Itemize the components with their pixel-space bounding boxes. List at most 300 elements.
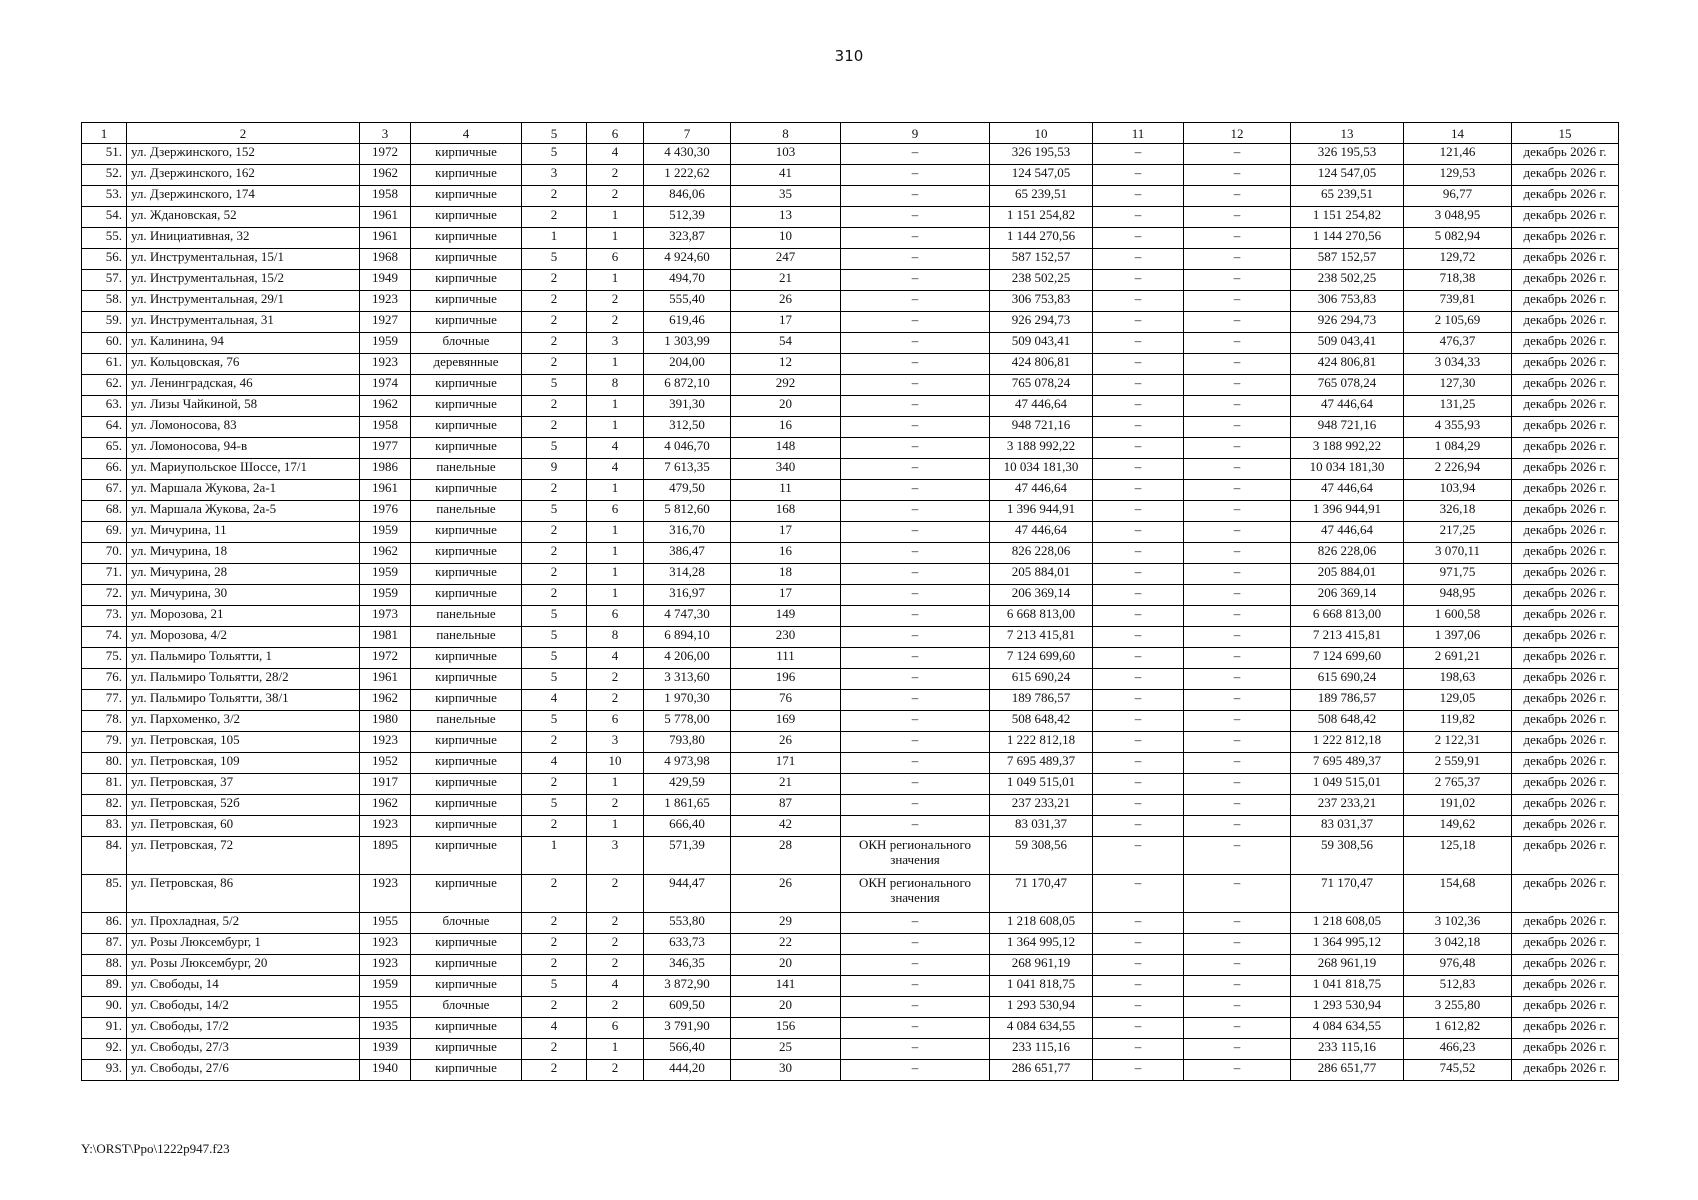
table-cell-col-10: 238 502,25: [990, 270, 1093, 291]
table-cell-col-10: 3 188 992,22: [990, 438, 1093, 459]
table-cell-col-4: кирпичные: [411, 543, 522, 564]
table-cell-col-3: 1973: [360, 606, 411, 627]
table-row: [82, 228, 1619, 249]
table-cell-col-12: –: [1184, 501, 1291, 522]
table-cell-col-5: 1: [522, 837, 587, 875]
table-cell-col-12: –: [1184, 207, 1291, 228]
table-cell-col-11: –: [1093, 711, 1184, 732]
table-cell-col-14: 1 612,82: [1404, 1018, 1512, 1039]
table-cell-col-14: 2 691,21: [1404, 648, 1512, 669]
table-cell-col-6: 2: [587, 186, 644, 207]
table-cell-col-10: 1 144 270,56: [990, 228, 1093, 249]
table-cell-col-13: 1 151 254,82: [1291, 207, 1404, 228]
table-cell-col-15: декабрь 2026 г.: [1512, 207, 1619, 228]
table-cell-col-14: 125,18: [1404, 837, 1512, 875]
table-cell-col-15: декабрь 2026 г.: [1512, 1018, 1619, 1039]
table-cell-col-5: 5: [522, 438, 587, 459]
table-cell-col-4: кирпичные: [411, 1018, 522, 1039]
table-cell-col-3: 1962: [360, 795, 411, 816]
table-body: [82, 123, 1619, 1081]
table-cell-col-7: 4 206,00: [644, 648, 731, 669]
table-row: [82, 312, 1619, 333]
table-cell-col-3: 1972: [360, 144, 411, 165]
table-cell-col-13: 306 753,83: [1291, 291, 1404, 312]
table-cell-col-13: 238 502,25: [1291, 270, 1404, 291]
table-cell-col-6: 1: [587, 1039, 644, 1060]
table-cell-col-11: –: [1093, 774, 1184, 795]
table-cell-col-15: декабрь 2026 г.: [1512, 934, 1619, 955]
table-cell-col-1: 86.: [82, 913, 127, 934]
table-cell-col-13: 65 239,51: [1291, 186, 1404, 207]
table-cell-col-13: 47 446,64: [1291, 396, 1404, 417]
table-cell-col-11: –: [1093, 480, 1184, 501]
table-cell-col-1: 68.: [82, 501, 127, 522]
table-cell-col-4: кирпичные: [411, 291, 522, 312]
table-cell-col-1: 64.: [82, 417, 127, 438]
table-cell-col-10: 59 308,56: [990, 837, 1093, 875]
table-cell-col-7: 479,50: [644, 480, 731, 501]
table-cell-col-4: кирпичные: [411, 186, 522, 207]
table-cell-col-2: ул. Мичурина, 28: [127, 564, 360, 585]
table-cell-col-4: кирпичные: [411, 1039, 522, 1060]
table-cell-col-1: 58.: [82, 291, 127, 312]
table-cell-col-15: декабрь 2026 г.: [1512, 711, 1619, 732]
table-cell-col-3: 1923: [360, 875, 411, 913]
table-cell-col-11: –: [1093, 606, 1184, 627]
table-cell-col-10: 326 195,53: [990, 144, 1093, 165]
table-cell-col-8: 20: [731, 997, 841, 1018]
table-cell-col-5: 2: [522, 207, 587, 228]
table-cell-col-8: 196: [731, 669, 841, 690]
table-cell-col-6: 2: [587, 913, 644, 934]
table-cell-col-5: 2: [522, 1060, 587, 1081]
table-row: [82, 837, 1619, 875]
table-cell-col-7: 346,35: [644, 955, 731, 976]
table-cell-col-2: ул. Ломоносова, 83: [127, 417, 360, 438]
table-cell-col-9: –: [841, 690, 990, 711]
table-cell-col-11: –: [1093, 1018, 1184, 1039]
table-cell-col-3: 1955: [360, 997, 411, 1018]
table-cell-col-2: ул. Петровская, 109: [127, 753, 360, 774]
table-cell-col-7: 5 778,00: [644, 711, 731, 732]
table-cell-col-7: 5 812,60: [644, 501, 731, 522]
table-cell-col-14: 1 600,58: [1404, 606, 1512, 627]
table-cell-col-4: кирпичные: [411, 438, 522, 459]
table-cell-col-4: кирпичные: [411, 774, 522, 795]
table-cell-col-8: 156: [731, 1018, 841, 1039]
table-cell-col-2: ул. Пальмиро Тольятти, 28/2: [127, 669, 360, 690]
table-cell-col-4: кирпичные: [411, 732, 522, 753]
table-cell-col-1: 73.: [82, 606, 127, 627]
table-cell-col-2: ул. Розы Люксембург, 20: [127, 955, 360, 976]
table-cell-col-7: 4 430,30: [644, 144, 731, 165]
table-cell-col-6: 4: [587, 438, 644, 459]
table-cell-col-14: 129,53: [1404, 165, 1512, 186]
table-cell-col-8: 18: [731, 564, 841, 585]
table-cell-col-15: декабрь 2026 г.: [1512, 585, 1619, 606]
table-cell-col-11: –: [1093, 228, 1184, 249]
table-cell-col-15: декабрь 2026 г.: [1512, 186, 1619, 207]
table-cell-col-13: 4 084 634,55: [1291, 1018, 1404, 1039]
table-cell-col-2: ул. Петровская, 105: [127, 732, 360, 753]
table-row: [82, 955, 1619, 976]
table-cell-col-14: 466,23: [1404, 1039, 1512, 1060]
table-cell-col-13: 948 721,16: [1291, 417, 1404, 438]
table-cell-col-14: 971,75: [1404, 564, 1512, 585]
table-cell-col-3: 1923: [360, 732, 411, 753]
table-cell-col-15: декабрь 2026 г.: [1512, 669, 1619, 690]
table-cell-col-2: ул. Ленинградская, 46: [127, 375, 360, 396]
table-cell-col-5: 5: [522, 501, 587, 522]
table-cell-col-13: 509 043,41: [1291, 333, 1404, 354]
table-cell-col-7: 429,59: [644, 774, 731, 795]
table-cell-col-12: –: [1184, 459, 1291, 480]
table-cell-col-10: 268 961,19: [990, 955, 1093, 976]
table-cell-col-1: 75.: [82, 648, 127, 669]
table-cell-col-9: –: [841, 913, 990, 934]
table-cell-col-5: 4: [522, 1018, 587, 1039]
table-cell-col-4: панельные: [411, 606, 522, 627]
table-cell-col-9: –: [841, 249, 990, 270]
table-cell-col-15: декабрь 2026 г.: [1512, 354, 1619, 375]
table-cell-col-2: ул. Петровская, 72: [127, 837, 360, 875]
table-cell-col-2: ул. Инструментальная, 15/2: [127, 270, 360, 291]
table-cell-col-9: –: [841, 997, 990, 1018]
table-cell-col-11: –: [1093, 186, 1184, 207]
table-cell-col-1: 70.: [82, 543, 127, 564]
table-cell-col-8: 17: [731, 312, 841, 333]
table-cell-col-11: –: [1093, 543, 1184, 564]
table-cell-col-12: –: [1184, 976, 1291, 997]
table-cell-col-9: –: [841, 522, 990, 543]
column-number-row: [82, 123, 1619, 144]
table-cell-col-8: 17: [731, 585, 841, 606]
table-cell-col-6: 6: [587, 249, 644, 270]
table-row: [82, 669, 1619, 690]
column-number-cell: 3: [360, 123, 411, 144]
table-cell-col-8: 26: [731, 732, 841, 753]
housing-register-table: [81, 122, 1619, 1081]
table-cell-col-9: –: [841, 1018, 990, 1039]
table-cell-col-13: 237 233,21: [1291, 795, 1404, 816]
table-cell-col-11: –: [1093, 732, 1184, 753]
table-cell-col-6: 2: [587, 875, 644, 913]
table-cell-col-3: 1935: [360, 1018, 411, 1039]
table-cell-col-13: 765 078,24: [1291, 375, 1404, 396]
table-cell-col-11: –: [1093, 417, 1184, 438]
table-cell-col-2: ул. Петровская, 52б: [127, 795, 360, 816]
table-cell-col-13: 1 364 995,12: [1291, 934, 1404, 955]
table-cell-col-7: 512,39: [644, 207, 731, 228]
table-cell-col-4: кирпичные: [411, 249, 522, 270]
table-cell-col-2: ул. Свободы, 17/2: [127, 1018, 360, 1039]
table-cell-col-9: –: [841, 774, 990, 795]
table-cell-col-6: 1: [587, 417, 644, 438]
table-cell-col-1: 79.: [82, 732, 127, 753]
table-cell-col-14: 103,94: [1404, 480, 1512, 501]
table-cell-col-12: –: [1184, 669, 1291, 690]
table-cell-col-11: –: [1093, 816, 1184, 837]
table-cell-col-8: 148: [731, 438, 841, 459]
column-number-cell: 14: [1404, 123, 1512, 144]
table-cell-col-3: 1959: [360, 585, 411, 606]
table-row: [82, 249, 1619, 270]
table-cell-col-14: 3 102,36: [1404, 913, 1512, 934]
table-cell-col-6: 2: [587, 1060, 644, 1081]
table-cell-col-10: 508 648,42: [990, 711, 1093, 732]
table-cell-col-15: декабрь 2026 г.: [1512, 955, 1619, 976]
table-cell-col-13: 205 884,01: [1291, 564, 1404, 585]
table-cell-col-7: 314,28: [644, 564, 731, 585]
table-cell-col-3: 1974: [360, 375, 411, 396]
table-cell-col-8: 17: [731, 522, 841, 543]
table-cell-col-8: 169: [731, 711, 841, 732]
table-cell-col-1: 66.: [82, 459, 127, 480]
table-cell-col-1: 82.: [82, 795, 127, 816]
table-cell-col-15: декабрь 2026 г.: [1512, 144, 1619, 165]
table-cell-col-2: ул. Розы Люксембург, 1: [127, 934, 360, 955]
column-number-cell: 2: [127, 123, 360, 144]
table-cell-col-7: 4 046,70: [644, 438, 731, 459]
table-cell-col-9: –: [841, 375, 990, 396]
table-cell-col-12: –: [1184, 1060, 1291, 1081]
table-cell-col-15: декабрь 2026 г.: [1512, 228, 1619, 249]
table-cell-col-13: 424 806,81: [1291, 354, 1404, 375]
table-cell-col-3: 1981: [360, 627, 411, 648]
table-cell-col-15: декабрь 2026 г.: [1512, 375, 1619, 396]
table-cell-col-3: 1972: [360, 648, 411, 669]
column-number-cell: 9: [841, 123, 990, 144]
table-row: [82, 522, 1619, 543]
table-cell-col-10: 1 218 608,05: [990, 913, 1093, 934]
table-cell-col-11: –: [1093, 913, 1184, 934]
table-cell-col-10: 237 233,21: [990, 795, 1093, 816]
table-cell-col-10: 615 690,24: [990, 669, 1093, 690]
column-number-cell: 8: [731, 123, 841, 144]
table-cell-col-8: 20: [731, 396, 841, 417]
table-cell-col-12: –: [1184, 396, 1291, 417]
table-cell-col-10: 424 806,81: [990, 354, 1093, 375]
table-cell-col-12: –: [1184, 913, 1291, 934]
table-cell-col-11: –: [1093, 144, 1184, 165]
table-cell-col-4: деревянные: [411, 354, 522, 375]
table-cell-col-6: 1: [587, 522, 644, 543]
table-cell-col-4: кирпичные: [411, 955, 522, 976]
table-cell-col-9: –: [841, 934, 990, 955]
table-cell-col-7: 4 747,30: [644, 606, 731, 627]
table-cell-col-9: –: [841, 606, 990, 627]
table-cell-col-14: 131,25: [1404, 396, 1512, 417]
table-cell-col-12: –: [1184, 438, 1291, 459]
table-cell-col-3: 1962: [360, 165, 411, 186]
table-cell-col-4: блочные: [411, 913, 522, 934]
table-cell-col-2: ул. Мичурина, 18: [127, 543, 360, 564]
table-cell-col-12: –: [1184, 291, 1291, 312]
table-cell-col-4: кирпичные: [411, 228, 522, 249]
table-cell-col-13: 1 144 270,56: [1291, 228, 1404, 249]
table-cell-col-14: 149,62: [1404, 816, 1512, 837]
table-cell-col-14: 2 559,91: [1404, 753, 1512, 774]
table-cell-col-15: декабрь 2026 г.: [1512, 522, 1619, 543]
table-cell-col-1: 56.: [82, 249, 127, 270]
table-cell-col-8: 25: [731, 1039, 841, 1060]
table-cell-col-11: –: [1093, 1060, 1184, 1081]
table-cell-col-6: 2: [587, 312, 644, 333]
table-cell-col-8: 16: [731, 543, 841, 564]
table-row: [82, 396, 1619, 417]
table-cell-col-12: –: [1184, 312, 1291, 333]
table-cell-col-14: 3 255,80: [1404, 997, 1512, 1018]
table-cell-col-5: 2: [522, 955, 587, 976]
table-cell-col-11: –: [1093, 955, 1184, 976]
table-cell-col-13: 83 031,37: [1291, 816, 1404, 837]
table-cell-col-12: –: [1184, 753, 1291, 774]
table-cell-col-5: 2: [522, 522, 587, 543]
table-row: [82, 816, 1619, 837]
table-cell-col-15: декабрь 2026 г.: [1512, 648, 1619, 669]
table-cell-col-12: –: [1184, 934, 1291, 955]
table-cell-col-3: 1962: [360, 543, 411, 564]
table-cell-col-3: 1977: [360, 438, 411, 459]
table-cell-col-3: 1959: [360, 976, 411, 997]
table-cell-col-9: –: [841, 291, 990, 312]
table-cell-col-15: декабрь 2026 г.: [1512, 165, 1619, 186]
table-cell-col-8: 171: [731, 753, 841, 774]
table-cell-col-4: панельные: [411, 711, 522, 732]
table-cell-col-10: 83 031,37: [990, 816, 1093, 837]
table-cell-col-7: 944,47: [644, 875, 731, 913]
table-cell-col-5: 2: [522, 291, 587, 312]
table-cell-col-2: ул. Петровская, 60: [127, 816, 360, 837]
table-cell-col-14: 476,37: [1404, 333, 1512, 354]
table-cell-col-1: 54.: [82, 207, 127, 228]
table-row: [82, 648, 1619, 669]
table-cell-col-4: кирпичные: [411, 312, 522, 333]
table-cell-col-7: 386,47: [644, 543, 731, 564]
table-cell-col-1: 81.: [82, 774, 127, 795]
table-cell-col-5: 2: [522, 564, 587, 585]
table-cell-col-3: 1958: [360, 186, 411, 207]
table-cell-col-9: –: [841, 795, 990, 816]
table-cell-col-9: –: [841, 564, 990, 585]
column-number-cell: 15: [1512, 123, 1619, 144]
table-cell-col-5: 5: [522, 648, 587, 669]
table-cell-col-2: ул. Маршала Жукова, 2а-5: [127, 501, 360, 522]
table-row: [82, 585, 1619, 606]
table-cell-col-9: –: [841, 354, 990, 375]
table-cell-col-14: 3 070,11: [1404, 543, 1512, 564]
table-cell-col-3: 1923: [360, 291, 411, 312]
table-cell-col-12: –: [1184, 480, 1291, 501]
table-cell-col-3: 1958: [360, 417, 411, 438]
table-cell-col-11: –: [1093, 627, 1184, 648]
table-cell-col-12: –: [1184, 333, 1291, 354]
file-path-footer: Y:\ORST\Ppo\1222p947.f23: [81, 1141, 230, 1156]
table-cell-col-6: 1: [587, 480, 644, 501]
table-cell-col-8: 30: [731, 1060, 841, 1081]
table-cell-col-9: –: [841, 955, 990, 976]
table-cell-col-12: –: [1184, 354, 1291, 375]
table-cell-col-14: 326,18: [1404, 501, 1512, 522]
table-cell-col-14: 3 034,33: [1404, 354, 1512, 375]
table-cell-col-14: 198,63: [1404, 669, 1512, 690]
table-row: [82, 732, 1619, 753]
table-row: [82, 1039, 1619, 1060]
table-cell-col-14: 2 765,37: [1404, 774, 1512, 795]
table-cell-col-11: –: [1093, 249, 1184, 270]
table-cell-col-7: 1 861,65: [644, 795, 731, 816]
table-cell-col-9: –: [841, 459, 990, 480]
table-cell-col-3: 1976: [360, 501, 411, 522]
table-cell-col-8: 21: [731, 774, 841, 795]
table-row: [82, 207, 1619, 228]
table-cell-col-4: кирпичные: [411, 816, 522, 837]
table-cell-col-5: 2: [522, 934, 587, 955]
table-cell-col-1: 61.: [82, 354, 127, 375]
table-cell-col-12: –: [1184, 522, 1291, 543]
table-cell-col-12: –: [1184, 997, 1291, 1018]
table-cell-col-3: 1962: [360, 690, 411, 711]
table-cell-col-14: 739,81: [1404, 291, 1512, 312]
table-cell-col-5: 2: [522, 312, 587, 333]
table-cell-col-7: 204,00: [644, 354, 731, 375]
table-cell-col-12: –: [1184, 648, 1291, 669]
table-cell-col-1: 52.: [82, 165, 127, 186]
table-cell-col-15: декабрь 2026 г.: [1512, 501, 1619, 522]
table-cell-col-10: 6 668 813,00: [990, 606, 1093, 627]
table-cell-col-5: 5: [522, 627, 587, 648]
table-cell-col-13: 206 369,14: [1291, 585, 1404, 606]
table-cell-col-5: 2: [522, 333, 587, 354]
table-cell-col-5: 2: [522, 417, 587, 438]
table-cell-col-9: –: [841, 543, 990, 564]
table-cell-col-1: 72.: [82, 585, 127, 606]
table-cell-col-2: ул. Свободы, 14: [127, 976, 360, 997]
table-cell-col-12: –: [1184, 875, 1291, 913]
table-cell-col-15: декабрь 2026 г.: [1512, 913, 1619, 934]
table-cell-col-5: 2: [522, 543, 587, 564]
table-cell-col-15: декабрь 2026 г.: [1512, 997, 1619, 1018]
table-cell-col-4: кирпичные: [411, 690, 522, 711]
table-cell-col-14: 718,38: [1404, 270, 1512, 291]
table-cell-col-15: декабрь 2026 г.: [1512, 627, 1619, 648]
table-cell-col-15: декабрь 2026 г.: [1512, 396, 1619, 417]
table-cell-col-5: 2: [522, 186, 587, 207]
table-cell-col-3: 1961: [360, 228, 411, 249]
table-cell-col-6: 1: [587, 207, 644, 228]
table-cell-col-1: 76.: [82, 669, 127, 690]
table-cell-col-13: 286 651,77: [1291, 1060, 1404, 1081]
table-cell-col-11: –: [1093, 585, 1184, 606]
table-cell-col-2: ул. Петровская, 86: [127, 875, 360, 913]
table-cell-col-5: 5: [522, 375, 587, 396]
table-cell-col-13: 71 170,47: [1291, 875, 1404, 913]
table-cell-col-12: –: [1184, 732, 1291, 753]
page-number: 310: [834, 47, 864, 65]
table-cell-col-4: панельные: [411, 501, 522, 522]
table-cell-col-6: 6: [587, 711, 644, 732]
table-cell-col-10: 206 369,14: [990, 585, 1093, 606]
table-cell-col-15: декабрь 2026 г.: [1512, 774, 1619, 795]
table-cell-col-6: 3: [587, 732, 644, 753]
table-cell-col-10: 205 884,01: [990, 564, 1093, 585]
table-row: [82, 875, 1619, 913]
table-cell-col-4: кирпичные: [411, 207, 522, 228]
table-cell-col-9: –: [841, 438, 990, 459]
table-cell-col-4: кирпичные: [411, 522, 522, 543]
table-cell-col-13: 508 648,42: [1291, 711, 1404, 732]
table-cell-col-10: 71 170,47: [990, 875, 1093, 913]
